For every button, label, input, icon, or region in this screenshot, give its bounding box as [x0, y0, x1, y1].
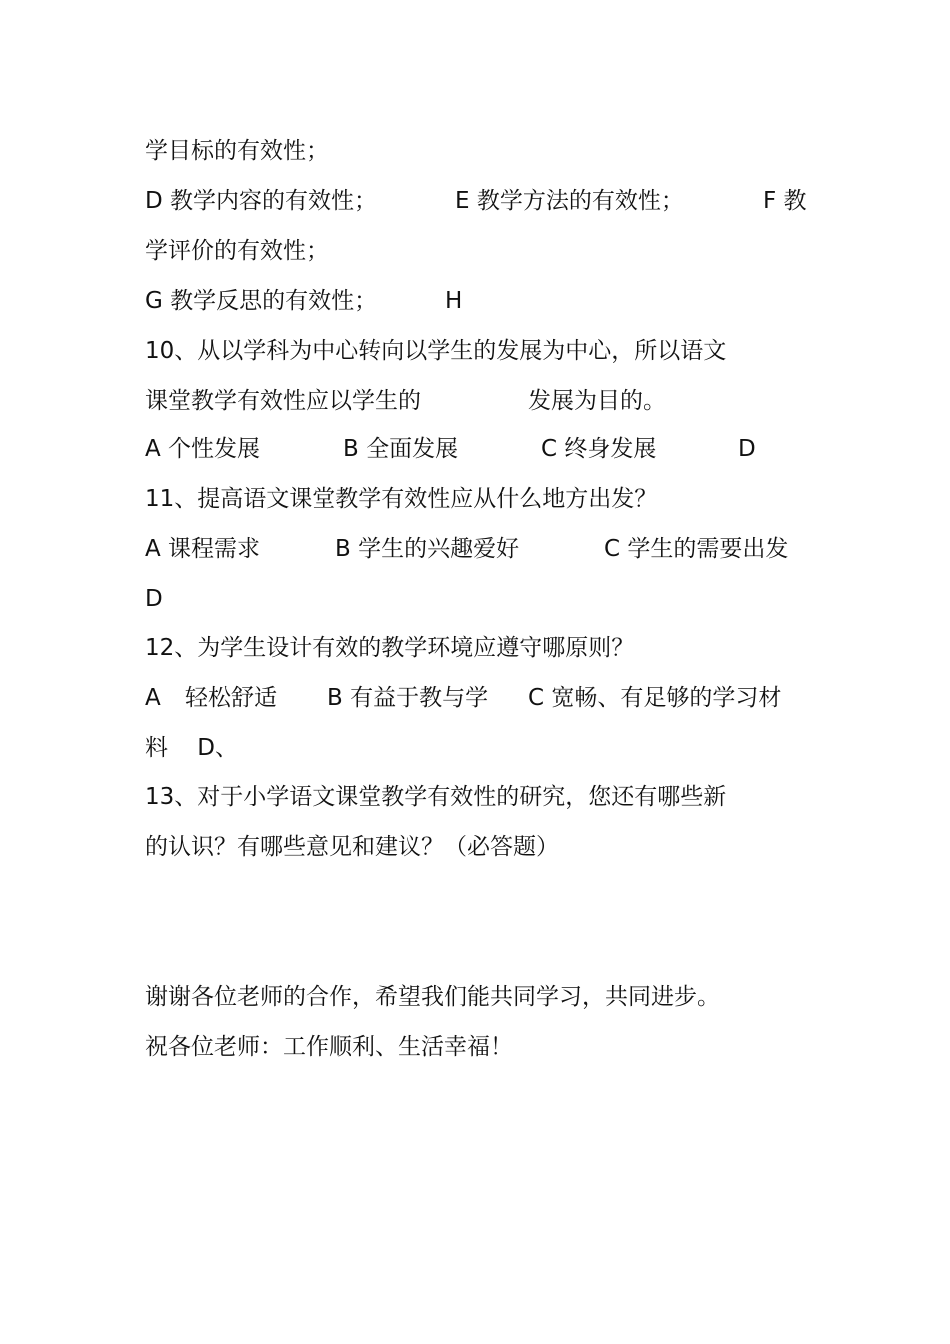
- q11-option-d: D: [145, 586, 163, 612]
- q9-option-g: G 教学反思的有效性；: [145, 288, 378, 314]
- q10-option-d: D: [738, 436, 756, 462]
- question-13: 13、对于小学语文课堂教学有效性的研究，您还有哪些新: [145, 784, 727, 810]
- q10-options: [145, 424, 810, 474]
- question-13-continued: 的认识？有哪些意见和建议？（必答题）: [145, 834, 559, 860]
- q12-option-c-continued: 料 D、: [145, 735, 238, 761]
- closing-wishes: 祝各位老师：工作顺利、生活幸福！: [145, 1034, 513, 1060]
- q11-option-c: C 学生的需要出发: [604, 536, 789, 562]
- q9-option-f-continued: 学评价的有效性；: [145, 238, 329, 264]
- q10-option-c: C 终身发展: [541, 436, 657, 462]
- q12-options: [145, 673, 810, 723]
- q12-option-a: 轻松舒适: [185, 685, 277, 711]
- question-10: 10、从以学科为中心转向以学生的发展为中心，所以语文: [145, 338, 727, 364]
- question-11: 11、提高语文课堂教学有效性应从什么地方出发？: [145, 486, 658, 512]
- q10-option-b: B 全面发展: [343, 436, 459, 462]
- q9-options-row1: [145, 176, 810, 226]
- q12-option-c: C 宽畅、有足够的学习材: [528, 685, 782, 711]
- q12-option-a-letter: A: [145, 685, 161, 711]
- q9-option-h: H: [445, 288, 463, 314]
- q12-option-b: B 有益于教与学: [327, 685, 489, 711]
- q9-option-c-continued: 学目标的有效性；: [145, 138, 329, 164]
- question-10-continued: [145, 376, 810, 426]
- closing-thanks: 谢谢各位老师的合作，希望我们能共同学习，共同进步。: [145, 984, 720, 1010]
- q9-options-row2: [145, 276, 810, 326]
- question-12: 12、为学生设计有效的教学环境应遵守哪原则？: [145, 635, 635, 661]
- q10-option-a: A 个性发展: [145, 436, 261, 462]
- q11-options: [145, 524, 810, 574]
- q9-option-e: E 教学方法的有效性；: [455, 188, 684, 214]
- q11-option-b: B 学生的兴趣爱好: [335, 536, 520, 562]
- q9-option-f: F 教: [763, 188, 807, 214]
- question-10-text: 课堂教学有效性应以学生的: [145, 388, 421, 414]
- question-10-text-end: 发展为目的。: [528, 388, 666, 414]
- q9-option-d: D 教学内容的有效性；: [145, 188, 378, 214]
- q11-option-a: A 课程需求: [145, 536, 261, 562]
